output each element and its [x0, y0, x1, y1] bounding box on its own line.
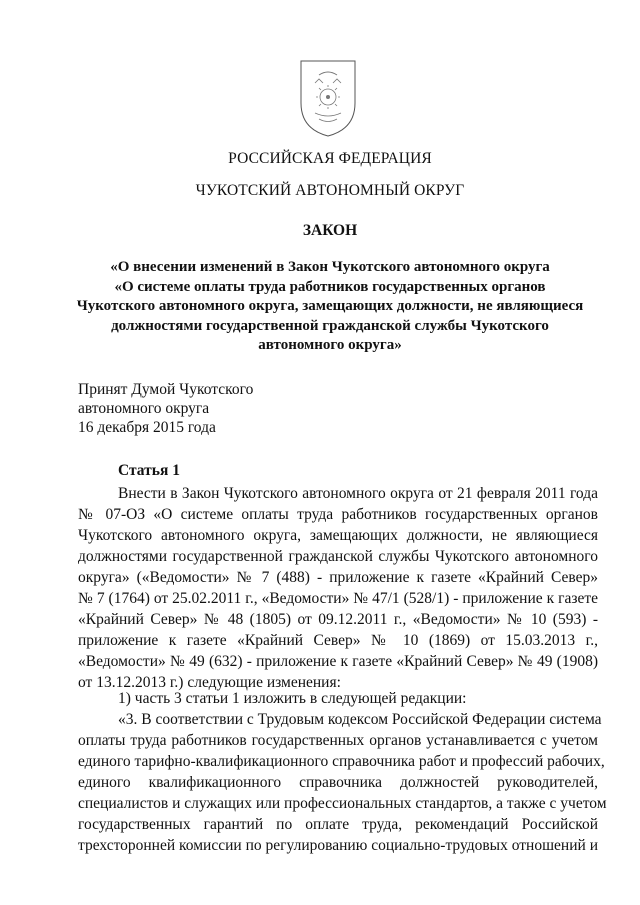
law-title-line: автономного округа» — [258, 337, 402, 353]
paragraph-line: «Крайний Север» № 48 (1805) от 09.12.2011 г., «Ведомости» № 10 (593) - — [78, 611, 598, 628]
quoted-line: единого квалификационного справочника должностей руководителей, — [78, 774, 598, 791]
paragraph-line: Чукотского автономного округа, замещающих должности, не являющиеся — [78, 527, 598, 544]
paragraph-line: должностями государственной гражданской службы Чукотского автономного — [78, 548, 598, 565]
amendment-item — [78, 688, 598, 709]
law-title-line: должностями государственной гражданской службы Чукотского — [111, 317, 549, 334]
quoted-text — [78, 709, 607, 856]
adoption-line: автономного округа — [78, 400, 210, 417]
paragraph-line: Внести в Закон Чукотского автономного округа от 21 февраля 2011 года — [118, 485, 598, 502]
law-title-line: Чукотского автономного округа, замещающих должности, не являющиеся — [76, 298, 584, 314]
paragraph-line: приложение к газете «Крайний Север» № 10 (1869) от 15.03.2013 г., — [78, 632, 598, 649]
quoted-line: специалистов и служащих или профессиональных стандартов, а также с учетом — [78, 795, 607, 812]
paragraph-line: округа» («Ведомости» № 7 (488) - приложение к газете «Крайний Север» — [78, 569, 598, 586]
region-name: ЧУКОТСКИЙ АВТОНОМНЫЙ ОКРУГ — [195, 182, 465, 199]
quoted-line: трехсторонней комиссии по регулированию социально-трудовых отношений и — [78, 837, 598, 854]
adoption-date: 16 декабря 2015 года — [78, 419, 216, 436]
quoted-line: оплаты труда работников государственных органов устанавливается с учетом — [78, 732, 598, 749]
law-title-line: «О внесении изменений в Закон Чукотского автономного округа — [110, 259, 550, 275]
quoted-line: единого тарифно-квалификационного справочника работ и профессий рабочих, — [78, 753, 605, 770]
article-heading: Статья 1 — [118, 462, 180, 479]
paragraph-line: № 7 (1764) от 25.02.2011 г., «Ведомости» № 47/1 (528/1) - приложение к газете — [78, 590, 598, 607]
paragraph-line: «Ведомости» № 49 (632) - приложение к газете «Крайний Север» № 49 (1908) — [78, 653, 598, 670]
article-paragraph — [78, 483, 598, 693]
document-type: ЗАКОН — [302, 222, 358, 239]
amendment-item-text: 1) часть 3 статьи 1 изложить в следующей редакции: — [118, 690, 467, 707]
adoption-line: Принят Думой Чукотского — [78, 381, 254, 398]
paragraph-line: № 07-ОЗ «О системе оплаты труда работников государственных органов — [78, 506, 598, 523]
law-title — [60, 258, 600, 356]
paragraph-line: от 13.12.2013 г.) следующие изменения: — [78, 674, 341, 691]
coat-of-arms-icon — [297, 57, 359, 139]
quoted-line: «3. В соответствии с Трудовым кодексом Российской Федерации система — [118, 711, 602, 728]
quoted-line: государственных гарантий по оплате труда, рекомендаций Российской — [78, 816, 598, 833]
country-name: РОССИЙСКАЯ ФЕДЕРАЦИЯ — [228, 150, 432, 167]
adoption-info — [78, 380, 253, 437]
law-title-line: «О системе оплаты труда работников государственных органов — [114, 278, 546, 295]
